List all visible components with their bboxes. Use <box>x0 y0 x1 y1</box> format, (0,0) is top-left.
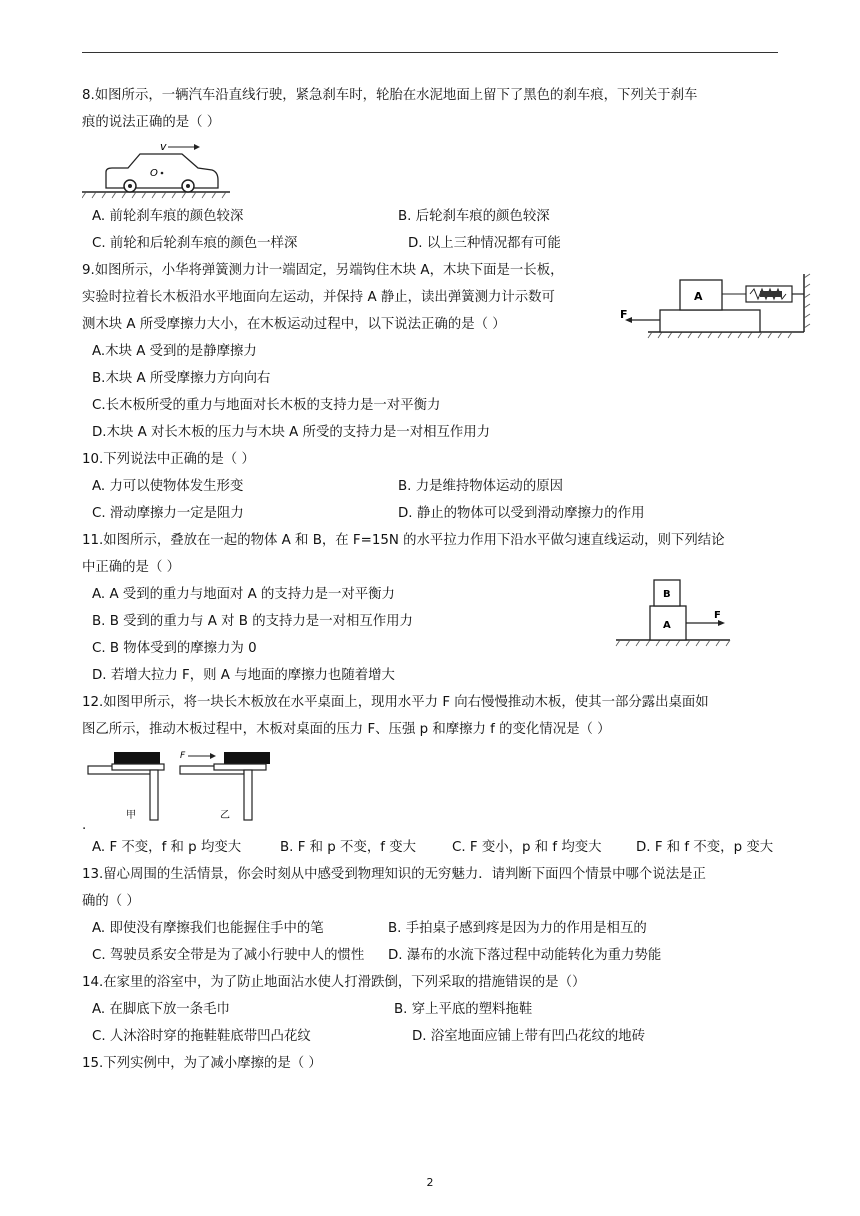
q12-force-label: F <box>180 751 186 761</box>
q13-option-b[interactable]: B. 手拍桌子感到疼是因为力的作用是相互的 <box>388 921 647 936</box>
q14-option-a[interactable]: A. 在脚底下放一条毛巾 <box>92 1002 230 1017</box>
q12-figure-dot: . <box>82 818 87 833</box>
q11-stem-line1: 11.如图所示，叠放在一起的物体 A 和 B，在 F=15N 的水平拉力作用下沿水平做匀速直线运动，则下列结论 <box>82 533 725 548</box>
q12-label-jia: 甲 <box>126 810 136 821</box>
q12-option-d[interactable]: D. F 和 f 不变，p 变大 <box>636 840 774 855</box>
q8-option-a[interactable]: A. 前轮刹车痕的颜色较深 <box>92 209 244 224</box>
q9-stem-line1: 9.如图所示，小华将弹簧测力计一端固定，另端钩住木块 A，木块下面是一长板， <box>82 263 564 278</box>
q12-option-b[interactable]: B. F 和 p 不变，f 变大 <box>280 840 416 855</box>
q11-option-c[interactable]: C. B 物体受到的摩擦力为 0 <box>92 641 257 656</box>
q8-velocity-label: v <box>160 140 167 153</box>
q9-option-a[interactable]: A.木块 A 受到的是静摩擦力 <box>92 344 257 359</box>
q10-option-b[interactable]: B. 力是维持物体运动的原因 <box>398 479 563 494</box>
q10-option-d[interactable]: D. 静止的物体可以受到滑动摩擦力的作用 <box>398 506 645 521</box>
q11-force-label: F <box>714 610 721 621</box>
q11-stem-line2: 中正确的是（ ） <box>82 560 180 575</box>
q14-stem-line1: 14.在家里的浴室中，为了防止地面沾水使人打滑跌倒，下列采取的措施错误的是（） <box>82 975 586 990</box>
q11-option-b[interactable]: B. B 受到的重力与 A 对 B 的支持力是一对相互作用力 <box>92 614 413 629</box>
q8-car-figure <box>82 138 232 200</box>
q9-spring-scale-figure <box>620 270 825 342</box>
q14-option-c[interactable]: C. 人沐浴时穿的拖鞋鞋底带凹凸花纹 <box>92 1029 311 1044</box>
q9-block-label: A <box>694 290 703 303</box>
q8-option-b[interactable]: B. 后轮刹车痕的颜色较深 <box>398 209 550 224</box>
q12-board-figure <box>84 748 274 824</box>
q13-option-c[interactable]: C. 驾驶员系安全带是为了减小行驶中人的惯性 <box>92 948 365 963</box>
q8-option-c[interactable]: C. 前轮和后轮刹车痕的颜色一样深 <box>92 236 298 251</box>
q15-stem-line1: 15.下列实例中，为了减小摩擦的是（ ） <box>82 1056 322 1071</box>
q12-option-c[interactable]: C. F 变小，p 和 f 均变大 <box>452 840 602 855</box>
q10-stem-line1: 10.下列说法中正确的是（ ） <box>82 452 255 467</box>
q11-option-d[interactable]: D. 若增大拉力 F，则 A 与地面的摩擦力也随着增大 <box>92 668 395 683</box>
q11-block-a-label: A <box>663 620 671 631</box>
q12-stem-line1: 12.如图甲所示，将一块长木板放在水平桌面上，现用水平力 F 向右慢慢推动木板，使其一部分露出桌面如 <box>82 695 709 710</box>
q9-option-d[interactable]: D.木块 A 对长木板的压力与木块 A 所受的支持力是一对相互作用力 <box>92 425 491 440</box>
q13-option-a[interactable]: A. 即使没有摩擦我们也能握住手中的笔 <box>92 921 324 936</box>
q9-force-label: F <box>620 308 628 321</box>
q13-option-d[interactable]: D. 瀑布的水流下落过程中动能转化为重力势能 <box>388 948 662 963</box>
q14-option-b[interactable]: B. 穿上平底的塑料拖鞋 <box>394 1002 533 1017</box>
q10-option-c[interactable]: C. 滑动摩擦力一定是阻力 <box>92 506 244 521</box>
q8-stem-line2: 痕的说法正确的是（ ） <box>82 115 221 130</box>
q9-option-b[interactable]: B.木块 A 所受摩擦力方向向右 <box>92 371 271 386</box>
q8-option-d[interactable]: D. 以上三种情况都有可能 <box>408 236 561 251</box>
header-rule <box>82 52 778 53</box>
q13-stem-line2: 确的（ ） <box>82 894 140 909</box>
q9-option-c[interactable]: C.长木板所受的重力与地面对长木板的支持力是一对平衡力 <box>92 398 441 413</box>
q10-option-a[interactable]: A. 力可以使物体发生形变 <box>92 479 244 494</box>
q14-option-d[interactable]: D. 浴室地面应铺上带有凹凸花纹的地砖 <box>412 1029 646 1044</box>
q8-stem-line1: 8.如图所示，一辆汽车沿直线行驶，紧急刹车时，轮胎在水泥地面上留下了黑色的刹车痕，下列关于刹车 <box>82 88 698 103</box>
q11-option-a[interactable]: A. A 受到的重力与地面对 A 的支持力是一对平衡力 <box>92 587 395 602</box>
q12-option-a[interactable]: A. F 不变，f 和 p 均变大 <box>92 840 242 855</box>
page-number: 2 <box>426 1176 434 1189</box>
q9-stem-line3: 测木块 A 所受摩擦力大小，在木板运动过程中，以下说法正确的是（ ） <box>82 317 506 332</box>
q13-stem-line1: 13.留心周围的生活情景，你会时刻从中感受到物理知识的无穷魅力．请判断下面四个情景中哪个说法是正 <box>82 867 706 882</box>
q12-label-yi: 乙 <box>220 810 230 821</box>
q11-stacked-blocks-figure <box>612 572 734 650</box>
q8-o-label: O <box>150 168 158 179</box>
q11-block-b-label: B <box>663 589 671 600</box>
q12-stem-line2: 图乙所示，推动木板过程中，木板对桌面的压力 F、压强 p 和摩擦力 f 的变化情况是（ ） <box>82 722 611 737</box>
q9-stem-line2: 实验时拉着长木板沿水平地面向左运动，并保持 A 静止，读出弹簧测力计示数可 <box>82 290 555 305</box>
